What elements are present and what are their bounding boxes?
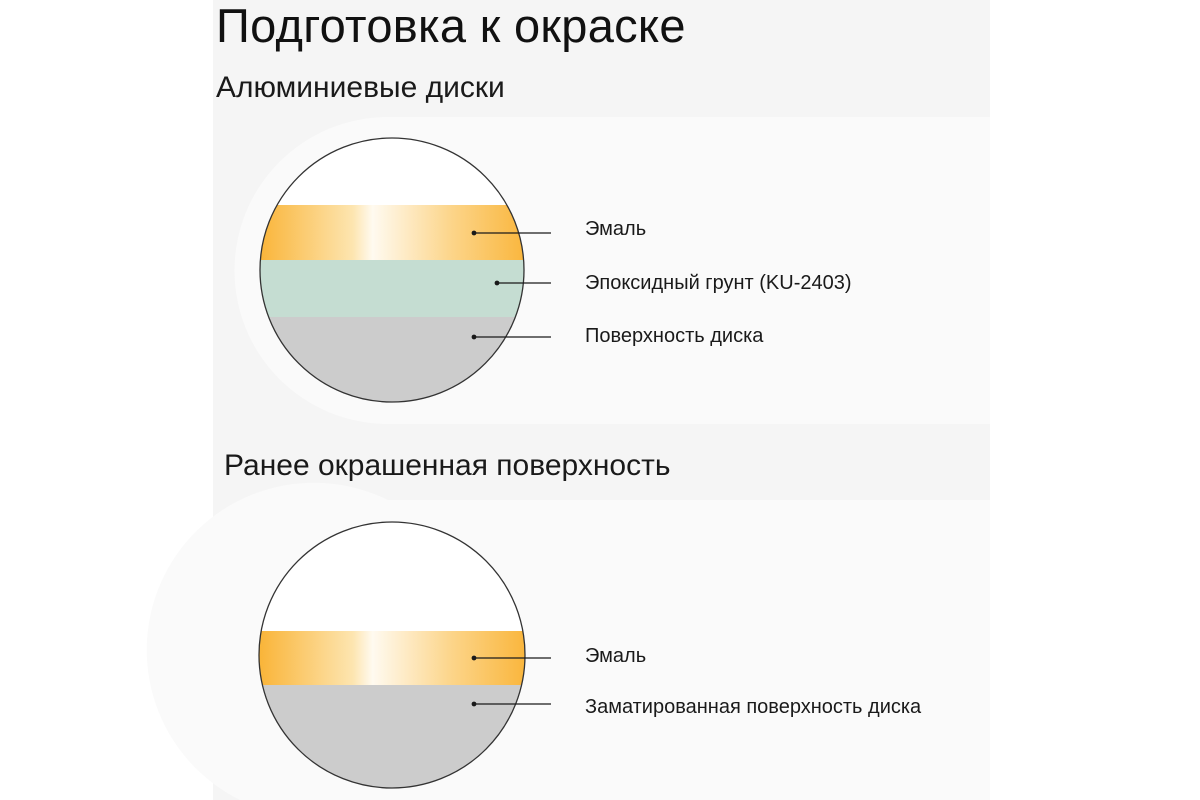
layer-band-epoxy-primer xyxy=(255,260,535,317)
layer-label-enamel: Эмаль xyxy=(585,218,647,240)
layer-label-enamel-2: Эмаль xyxy=(585,645,647,667)
layer-label-matted-surface: Заматированная поверхность диска xyxy=(585,696,922,718)
layer-label-epoxy-primer: Эпоксидный грунт (KU-2403) xyxy=(585,272,852,294)
layer-label-wheel-surface: Поверхность диска xyxy=(585,325,764,347)
page-title: Подготовка к окраске xyxy=(216,0,686,52)
section-heading-prepainted: Ранее окрашенная поверхность xyxy=(224,449,671,482)
section-heading-aluminium: Алюминиевые диски xyxy=(216,71,505,104)
